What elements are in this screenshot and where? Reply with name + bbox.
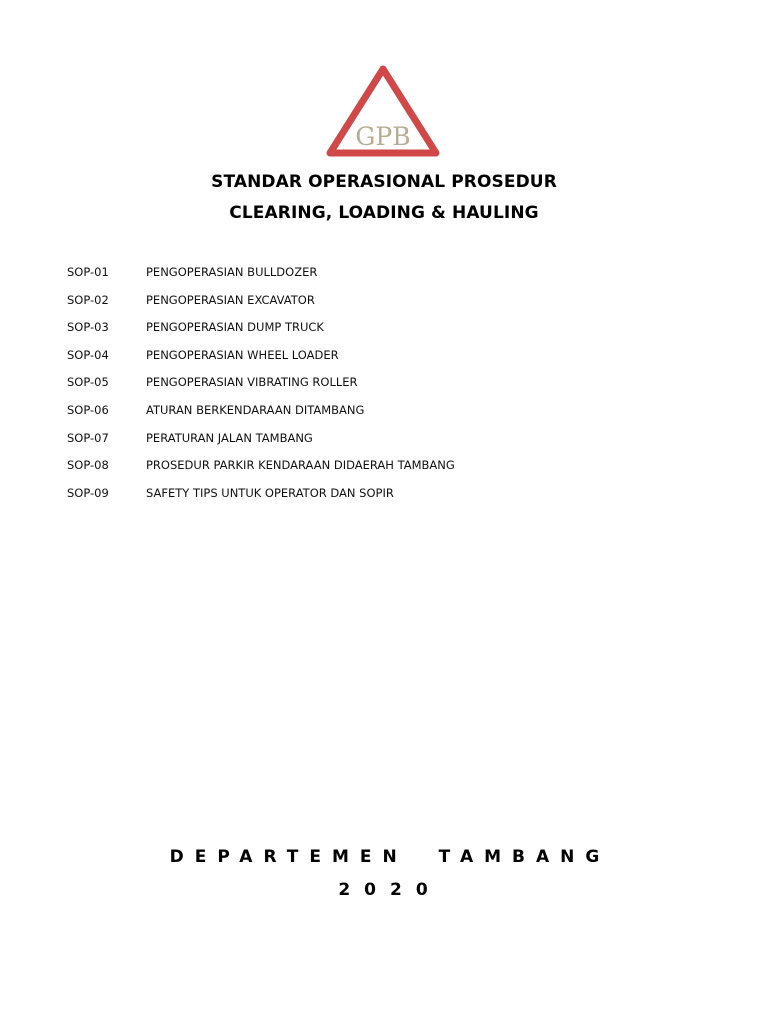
sop-list-item (67, 348, 707, 376)
sop-title: PENGOPERASIAN EXCAVATOR (146, 292, 315, 307)
sop-list-item (67, 375, 707, 403)
sop-list-item (67, 486, 707, 514)
sop-title: ATURAN BERKENDARAAN DITAMBANG (146, 402, 365, 417)
document-title: STANDAR OPERASIONAL PROSEDUR (211, 172, 557, 192)
warning-triangle-icon (320, 60, 448, 160)
sop-list-item (67, 293, 707, 321)
sop-title: PENGOPERASIAN WHEEL LOADER (146, 347, 339, 362)
department-name: DEPARTEMEN TAMBANG (169, 847, 611, 867)
sop-list-item (67, 265, 707, 293)
sop-code: SOP-07 (67, 430, 109, 445)
sop-title: PENGOPERASIAN BULLDOZER (146, 265, 318, 279)
sop-title: PENGOPERASIAN VIBRATING ROLLER (146, 375, 358, 390)
sop-title: PENGOPERASIAN DUMP TRUCK (146, 320, 324, 335)
sop-list-item (67, 320, 707, 348)
gpb-logo (320, 60, 448, 160)
document-year: 2020 (338, 880, 442, 900)
logo-text: GPB (355, 122, 411, 151)
sop-title: PROSEDUR PARKIR KENDARAAN DIDAERAH TAMBANG (146, 458, 455, 473)
sop-code: SOP-04 (67, 347, 109, 362)
sop-list-item (67, 458, 707, 486)
sop-code: SOP-06 (67, 402, 109, 417)
sop-code: SOP-01 (67, 265, 109, 279)
sop-list-item (67, 431, 707, 459)
sop-code: SOP-09 (67, 485, 109, 500)
sop-title: PERATURAN JALAN TAMBANG (146, 430, 313, 445)
sop-title: SAFETY TIPS UNTUK OPERATOR DAN SOPIR (146, 485, 394, 500)
sop-list (67, 265, 707, 513)
sop-code: SOP-03 (67, 320, 109, 335)
sop-code: SOP-08 (67, 458, 109, 473)
sop-code: SOP-05 (67, 375, 109, 390)
sop-code: SOP-02 (67, 292, 109, 307)
document-subtitle: CLEARING, LOADING & HAULING (229, 203, 539, 223)
sop-list-item (67, 403, 707, 431)
